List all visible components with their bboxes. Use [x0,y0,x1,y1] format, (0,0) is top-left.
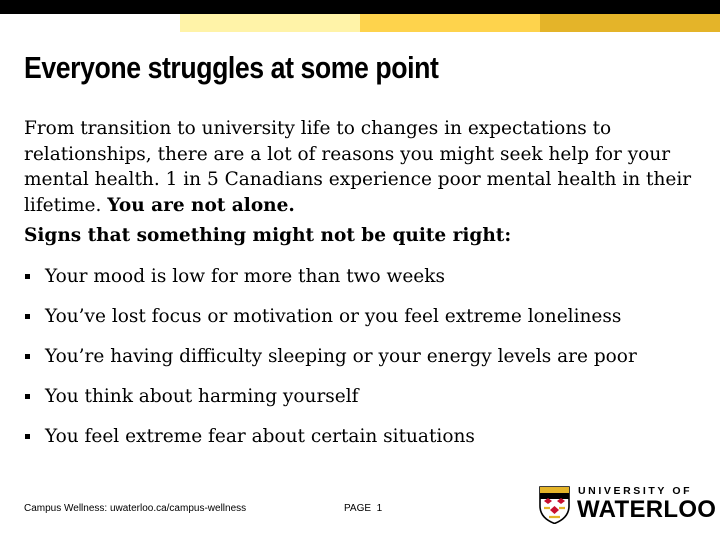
intro-paragraph [24,116,694,218]
logo-line-2: WATERLOO [577,496,717,523]
list-item [24,264,637,304]
list-item [24,344,637,384]
list-item-text: You’re having difficulty sleeping or your energy levels are poor [45,346,637,367]
signs-heading: Signs that something might not be quite right: [24,225,512,246]
color-segment-dark-gold [540,14,720,32]
square-bullet-icon [25,314,30,319]
color-segment-light-gold [180,14,360,32]
footer-source: Campus Wellness: uwaterloo.ca/campus-wellness [24,503,247,514]
university-logo [539,484,717,526]
square-bullet-icon [25,394,30,399]
list-item [24,304,637,344]
list-item-text: You feel extreme fear about certain situations [45,426,475,447]
color-segment-gold [360,14,540,32]
list-item [24,424,637,464]
page-number: 1 [376,503,383,514]
list-item-text: You’ve lost focus or motivation or you feel extreme loneliness [45,306,622,327]
list-item-text: Your mood is low for more than two weeks [45,266,445,287]
list-item [24,384,637,424]
footer-page-number [344,503,382,514]
list-item-text: You think about harming yourself [45,386,359,407]
slide-title: Everyone struggles at some point [24,50,439,85]
square-bullet-icon [25,354,30,359]
page-label: PAGE [344,503,372,514]
square-bullet-icon [25,434,30,439]
color-segment-white [0,14,180,32]
top-color-bar [0,0,720,32]
square-bullet-icon [25,274,30,279]
top-black-band [0,0,720,14]
intro-emphasis: You are not alone. [107,194,295,216]
logo-line-1: UNIVERSITY OF [578,485,693,497]
signs-list [24,264,637,464]
intro-text: From transition to university life to changes in expectations to relationships, there are a lot of reasons you might seek help for your mental health. 1 in 5 Canadians experience poor mental health in their lifetime. [24,118,692,216]
university-crest-icon [539,486,570,524]
